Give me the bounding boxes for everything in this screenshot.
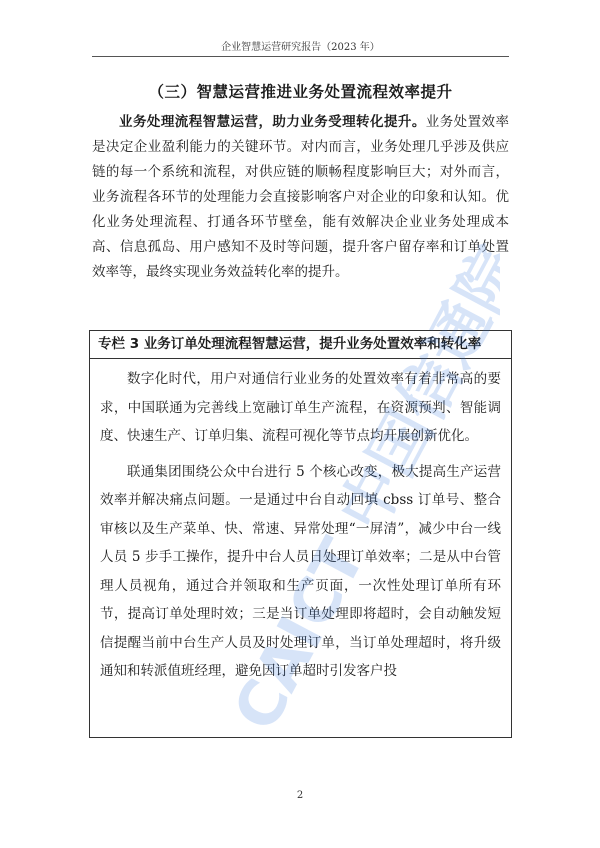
case-study-paragraph-1: 数字化时代，用户对通信行业业务的处置效率有着非常高的要求，中国联通为完善线上宽融订单生产流程，在资源预判、智能调度、快速生产、订单归集、流程可视化等节点均开展创新优化。 <box>100 371 501 444</box>
section-title: （三）智慧运营推进业务处置流程效率提升 <box>148 83 453 101</box>
body-paragraph <box>92 110 509 285</box>
page-number: 2 <box>296 790 304 801</box>
case-study-paragraph-2: 联通集团围绕公众中台进行 5 个核心改变，极大提高生产运营效率并解决痛点问题。一是通过中台自动回填 cbss 订单号、整合审核以及生产菜单、快、常速、异常处理“一屏清”，减少中台一线人员 5 步手工操作，提升中台人员日处理订单效率；二是从中台管理人员视角，通过合并领取和生产页面，一次性处理订单所有环节，提高订单处理时效；三是当订单处理即将超时，会自动触发短信提醒当前中台生产人员及时处理订单，当订单处理超时，将升级通知和转派值班经理，避免因订单超时引发客户投 <box>100 463 501 679</box>
running-header: 企业智慧运营研究报告（2023 年） <box>221 42 380 53</box>
paragraph-body: 业务处置效率是决定企业盈利能力的关键环节。对内而言，业务处理几乎涉及供应链的每一个系统和流程，对供应链的顺畅程度影响巨大；对外而言，业务流程各环节的处理能力会直接影响客户对企业的印象和认知。优化业务处理流程、打通各环节壁垒，能有效解决企业业务处理成本高、信息孤岛、用户感知不及时等问题，提升客户留存率和订单处置效率等，最终实现业务效益转化率的提升。 <box>92 114 510 280</box>
header-rule <box>92 56 509 57</box>
case-study-box <box>89 330 512 738</box>
watermark-text: CAICT 中国信通院 <box>218 234 500 743</box>
case-study-title: 专栏 3 业务订单处理流程智慧运营，提升业务处置效率和转化率 <box>90 331 511 359</box>
case-study-body <box>90 359 511 686</box>
paragraph-lead: 业务处理流程智慧运营，助力业务受理转化提升。 <box>119 114 426 130</box>
